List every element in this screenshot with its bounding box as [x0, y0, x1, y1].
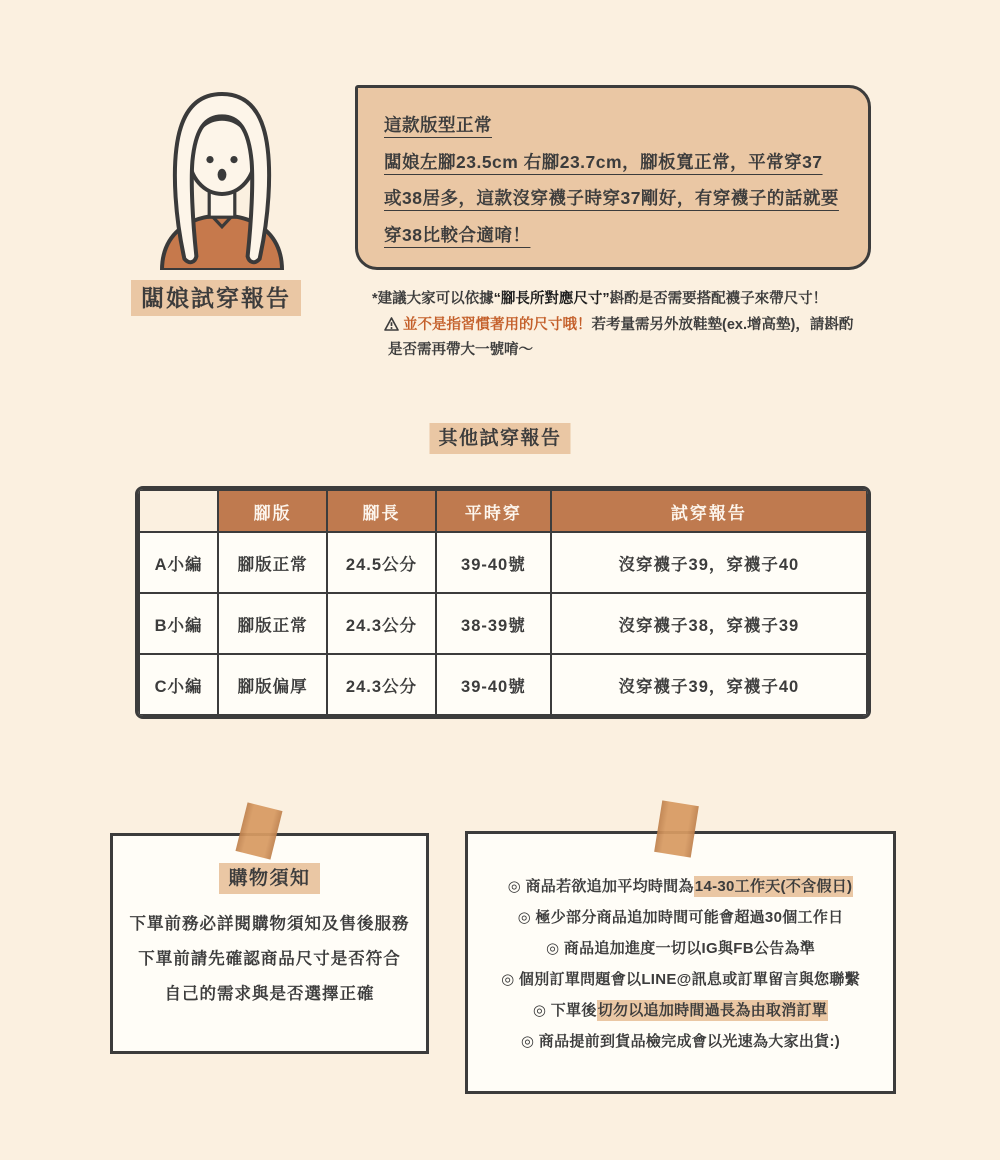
table-cell: 沒穿襪子38，穿襪子39	[551, 593, 867, 654]
shopping-notice-title	[113, 863, 426, 890]
note1-prefix: *建議大家可以依據	[372, 291, 494, 307]
order-note-item: ◎ 商品追加進度一切以IG與FB公告為準	[545, 940, 816, 957]
order-note-text: ◎ 下單後	[532, 1002, 597, 1019]
table-cell: 腳版偏厚	[218, 654, 327, 715]
bubble-line-1: 這款版型正常	[384, 115, 492, 135]
bubble-line-2: 闆娘左腳23.5cm 右腳23.7cm，腳板寬正常，平常穿37	[384, 151, 823, 172]
speech-bubble	[355, 85, 871, 270]
note2-warning-text: 並不是指習慣著用的尺寸哦！	[403, 316, 592, 333]
order-note-highlight: 切勿以追加時間過長為由取消訂單	[597, 1002, 828, 1019]
shopping-notice-box	[110, 833, 429, 1054]
fitting-table	[135, 486, 871, 719]
order-note-highlight: 14-30工作天(不含假日)	[694, 878, 853, 895]
other-reports-heading-text: 其他試穿報告	[429, 423, 570, 454]
table-row	[139, 532, 867, 593]
avatar-illustration	[138, 78, 306, 270]
table-cell: 39-40號	[436, 532, 551, 593]
order-note-item: ◎ 個別訂單問題會以LINE@訊息或訂單留言與您聯繫	[501, 971, 860, 988]
boss-report-title-text: 闆娘試穿報告	[131, 280, 301, 316]
order-note-item	[468, 871, 893, 902]
table-cell: 24.3公分	[327, 593, 436, 654]
table-cell: 24.5公分	[327, 532, 436, 593]
table-row	[139, 593, 867, 654]
note2-rest: 若考量需另外放鞋墊(ex.增高墊)，請斟酌	[591, 316, 854, 333]
table-cell: A小編	[139, 532, 218, 593]
note1-suffix: 斟酌是否需要搭配襪子來帶尺寸！	[609, 291, 828, 307]
table-cell: C小編	[139, 654, 218, 715]
table-row	[139, 654, 867, 715]
shopping-notice-line: 下單前請先確認商品尺寸是否符合	[138, 950, 401, 968]
table-header-foot-shape: 腳版	[218, 490, 327, 532]
order-note-item: ◎ 商品提前到貨品檢完成會以光速為大家出貨:)	[520, 1033, 841, 1050]
table-cell: B小編	[139, 593, 218, 654]
table-cell: 沒穿襪子39，穿襪子40	[551, 654, 867, 715]
table-cell: 沒穿襪子39，穿襪子40	[551, 532, 867, 593]
boss-report-title	[131, 280, 301, 313]
table-cell: 38-39號	[436, 593, 551, 654]
order-notes-box	[465, 831, 896, 1094]
shopping-notice-line: 自己的需求與是否選擇正確	[164, 985, 375, 1003]
table-header-row	[139, 490, 867, 532]
warning-icon	[384, 313, 399, 339]
note-line-3: 是否需再帶大一號唷～	[388, 342, 533, 358]
table-cell: 腳版正常	[218, 593, 327, 654]
table-header-usual-size: 平時穿	[436, 490, 551, 532]
table-header-empty	[139, 490, 218, 532]
table-header-foot-length: 腳長	[327, 490, 436, 532]
bubble-line-3: 或38居多，這款沒穿襪子時穿37剛好，有穿襪子的話就要	[384, 188, 839, 208]
order-note-text: ◎ 商品若欲追加平均時間為	[507, 878, 694, 895]
size-advisory-notes	[372, 287, 884, 364]
note1-quoted: “腳長所對應尺寸”	[493, 291, 610, 307]
other-reports-heading	[429, 423, 570, 450]
boss-avatar	[138, 78, 306, 275]
order-note-item: ◎ 極少部分商品追加時間可能會超過30個工作日	[517, 909, 844, 926]
shopping-notice-title-text: 購物須知	[219, 863, 319, 894]
fitting-table-grid	[138, 489, 868, 716]
note-line-1	[372, 287, 884, 313]
shopping-notice-lines	[113, 907, 426, 1012]
table-cell: 腳版正常	[218, 532, 327, 593]
note-line-2	[372, 313, 884, 339]
table-cell: 24.3公分	[327, 654, 436, 715]
table-header-fitting-report: 試穿報告	[551, 490, 867, 532]
order-note-item	[468, 995, 893, 1026]
bubble-line-4: 穿38比較合適唷！	[384, 224, 531, 245]
shopping-notice-line: 下單前務必詳閱購物須知及售後服務	[129, 915, 410, 933]
table-cell: 39-40號	[436, 654, 551, 715]
